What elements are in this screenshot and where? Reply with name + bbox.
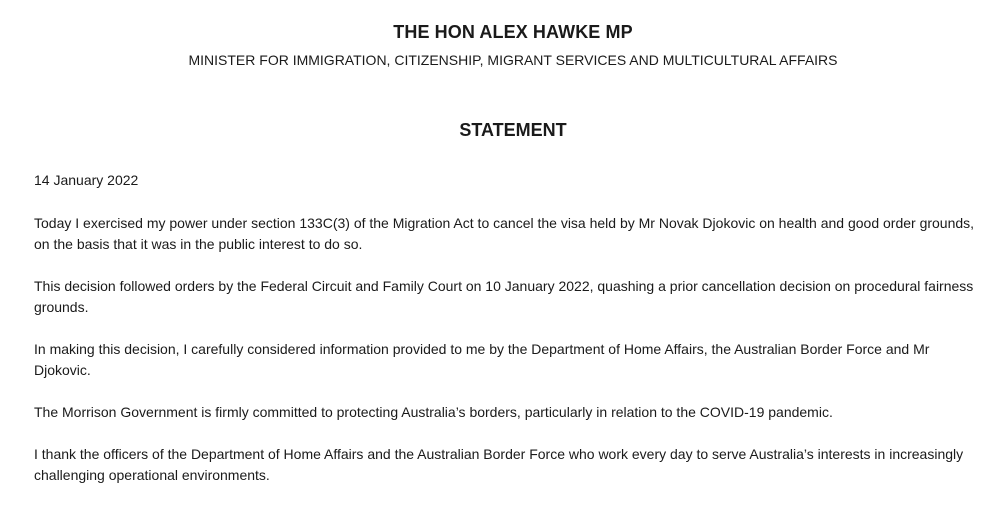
statement-paragraph-1: Today I exercised my power under section 133C(3) of the Migration Act to cancel the visa held by Mr Novak Djokovic on health and good order grounds, on the basis that it was in the public interest to do so. [34, 215, 975, 252]
statement-paragraph-4: The Morrison Government is firmly committed to protecting Australia’s borders, particularly in relation to the COVID-19 pandemic. [34, 404, 833, 420]
statement-heading: STATEMENT [459, 120, 567, 140]
minister-portfolio: MINISTER FOR IMMIGRATION, CITIZENSHIP, MIGRANT SERVICES AND MULTICULTURAL AFFAIRS [188, 52, 838, 68]
statement-body [34, 170, 984, 507]
statement-paragraph-3: In making this decision, I carefully considered information provided to me by the Department of Home Affairs, the Australian Border Force and Mr Djokovic. [34, 341, 930, 378]
statement-paragraph-5: I thank the officers of the Department of Home Affairs and the Australian Border Force who work every day to serve Australia’s interests in increasingly challenging operational environments. [34, 446, 964, 483]
statement-date: 14 January 2022 [34, 172, 139, 188]
minister-name: THE HON ALEX HAWKE MP [393, 22, 633, 42]
statement-paragraph-2: This decision followed orders by the Federal Circuit and Family Court on 10 January 2022, quashing a prior cancellation decision on procedural fairness grounds. [34, 278, 974, 315]
